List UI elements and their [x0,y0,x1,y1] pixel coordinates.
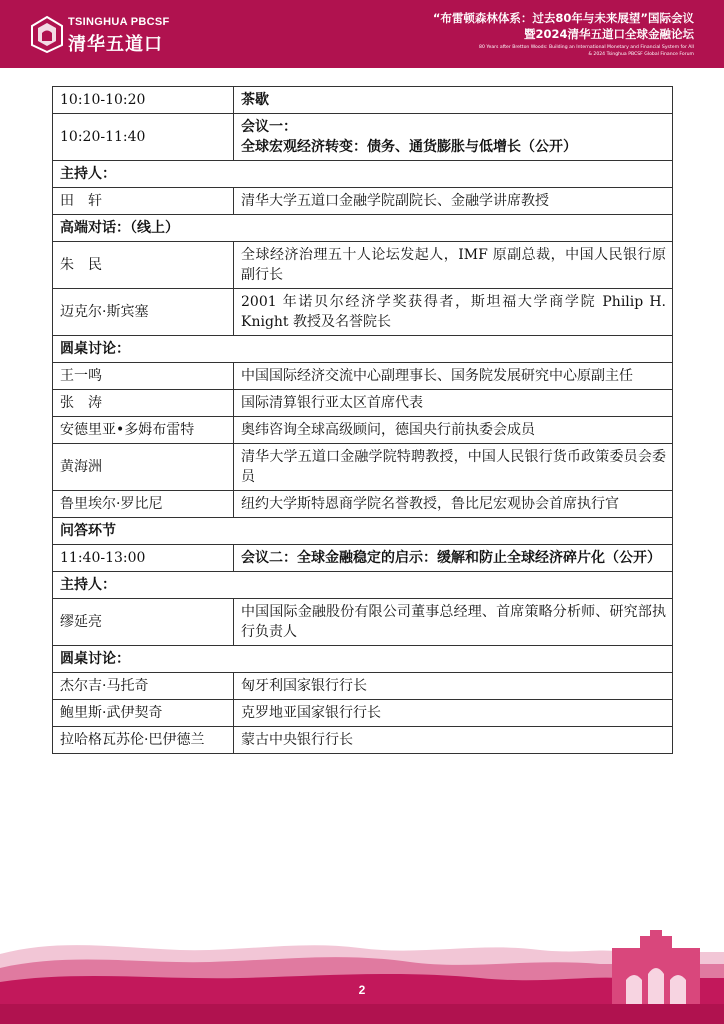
table-row [53,390,673,417]
person-description: 中国国际金融股份有限公司董事总经理、首席策略分析师、研究部执行负责人 [234,599,673,646]
person-name: 田 轩 [53,188,234,215]
session-title-cell: 会议二：全球金融稳定的启示：缓解和防止全球经济碎片化（公开） [234,545,673,572]
person-description: 克罗地亚国家银行行长 [234,700,673,727]
conference-subtitle-line2: & 2024 Tsinghua PBCSF Global Finance Forum [588,51,694,57]
section-row [53,215,673,242]
table-row [53,727,673,754]
table-row [53,114,673,161]
section-label: 圆桌讨论： [53,646,673,673]
section-label: 问答环节 [53,518,673,545]
person-description: 奥纬咨询全球高级顾问，德国央行前执委会成员 [234,417,673,444]
person-description: 纽约大学斯特恩商学院名誉教授，鲁比尼宏观协会首席执行官 [234,491,673,518]
table-row [53,599,673,646]
person-name: 张 涛 [53,390,234,417]
conference-subtitle-line1: 80 Years after Bretton Woods: Building an International Monetary and Financial System for All [479,45,694,50]
table-row [53,700,673,727]
header-banner [0,0,724,68]
footer-hills-decoration [0,930,724,1024]
section-label: 主持人： [53,161,673,188]
logo-english-text: TSINGHUA PBCSF [68,16,170,28]
table-row [53,491,673,518]
person-name: 安德里亚•多姆布雷特 [53,417,234,444]
time-cell: 11:40-13:00 [53,545,234,572]
section-row [53,336,673,363]
section-row [53,646,673,673]
table-row [53,87,673,114]
tsinghua-gate-logo-icon [30,15,64,53]
person-description: 中国国际经济交流中心副理事长、国务院发展研究中心原副主任 [234,363,673,390]
time-cell: 10:10-10:20 [53,87,234,114]
page-number: 2 [358,983,366,997]
person-name: 鲁里埃尔·罗比尼 [53,491,234,518]
section-row [53,518,673,545]
session-title: 全球宏观经济转变：债务、通货膨胀与低增长（公开） [241,139,577,155]
time-cell: 10:20-11:40 [53,114,234,161]
session-title-cell: 茶歇 [234,87,673,114]
person-description: 2001 年诺贝尔经济学奖获得者，斯坦福大学商学院 Philip H. Knight 教授及名誉院长 [234,289,673,336]
table-row [53,188,673,215]
conference-title-line1: “布雷顿森林体系：过去80年与未来展望”国际会议 [432,11,694,25]
person-description: 清华大学五道口金融学院副院长、金融学讲席教授 [234,188,673,215]
logo-chinese-text: 清华五道口 [68,34,163,55]
person-name: 鲍里斯·武伊契奇 [53,700,234,727]
person-description: 清华大学五道口金融学院特聘教授，中国人民银行货币政策委员会委员 [234,444,673,491]
session-title-cell [234,114,673,161]
person-description: 匈牙利国家银行行长 [234,673,673,700]
table-row [53,289,673,336]
person-name: 迈克尔·斯宾塞 [53,289,234,336]
table-row [53,417,673,444]
conference-title-block [364,10,694,58]
section-row [53,572,673,599]
person-description: 蒙古中央银行行长 [234,727,673,754]
table-row [53,242,673,289]
person-description: 国际清算银行亚太区首席代表 [234,390,673,417]
table-row [53,545,673,572]
schedule-table [52,86,673,754]
section-label: 主持人： [53,572,673,599]
person-name: 黄海洲 [53,444,234,491]
table-row [53,444,673,491]
person-name: 朱 民 [53,242,234,289]
section-label: 高端对话：（线上） [53,215,673,242]
person-name: 缪延亮 [53,599,234,646]
table-row [53,673,673,700]
session-label: 会议一： [241,119,297,135]
person-name: 杰尔吉·马托奇 [53,673,234,700]
section-label: 圆桌讨论： [53,336,673,363]
table-row [53,363,673,390]
person-description: 全球经济治理五十人论坛发起人，IMF 原副总裁，中国人民银行原副行长 [234,242,673,289]
person-name: 拉哈格瓦苏伦·巴伊德兰 [53,727,234,754]
conference-title-line2: 暨2024清华五道口全球金融论坛 [523,27,694,41]
person-name: 王一鸣 [53,363,234,390]
section-row [53,161,673,188]
